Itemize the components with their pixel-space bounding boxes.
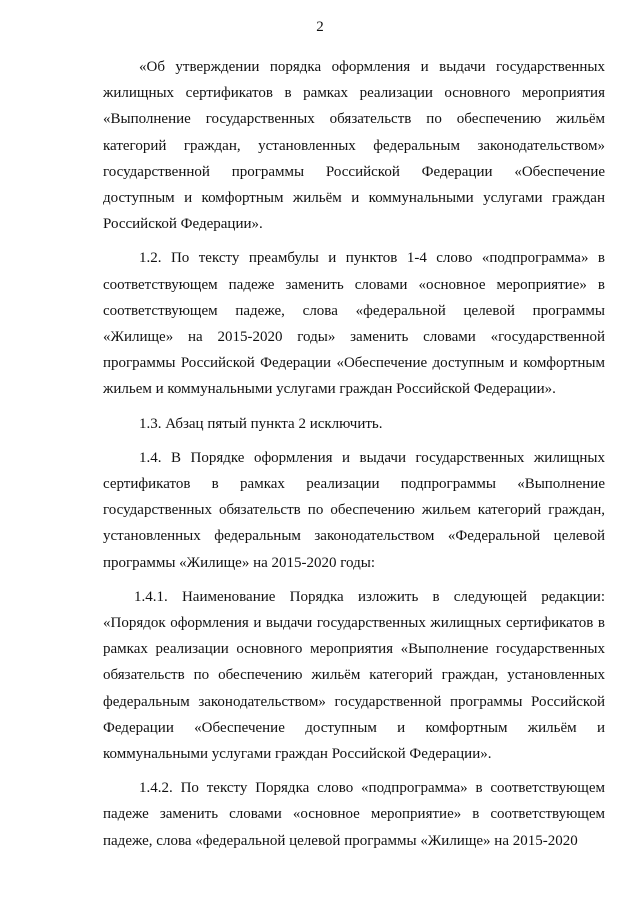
paragraph-order-title: «Об утверждении порядка оформления и выдачи государственных жилищных сертификатов в рамках реализации основного мероприятия «Выполнение государственных обязательств по обеспечению жильём категорий граждан, установленных федеральным законодательством» государственной программы Российской Федерации «Обеспечение доступным и комфортным жильём и коммунальными услугами граждан Российской Федерации».	[103, 59, 605, 233]
document-body	[103, 54, 605, 854]
paragraph-1-2: 1.2. По тексту преамбулы и пунктов 1-4 слово «подпрограмма» в соответствующем падеже заменить словами «основное мероприятие» в соответствующем падеже, слова «федеральной целевой программы «Жилище» на 2015-2020 годы» заменить словами «государственной программы Российской Федерации «Обеспечение доступным и комфортным жильем и коммунальными услугами граждан Российской Федерации».	[103, 250, 605, 398]
paragraph-1-3: 1.3. Абзац пятый пункта 2 исключить.	[139, 415, 383, 432]
paragraph-1-4-1: 1.4.1. Наименование Порядка изложить в следующей редакции: «Порядок оформления и выдачи государственных жилищных сертификатов в рамках реализации основного мероприятия «Выполнение государственных обязательств по обеспечению жильём категорий граждан, установленных федеральным законодательством» государственной программы Российской Федерации «Обеспечение доступным и комфортным жильём и коммунальными услугами граждан Российской Федерации».	[103, 588, 605, 763]
paragraph-1-4: 1.4. В Порядке оформления и выдачи государственных жилищных сертификатов в рамках реализации подпрограммы «Выполнение государственных обязательств по обеспечению жильем категорий граждан, установленных федеральным законодательством «Федеральной целевой программы «Жилище» на 2015-2020 годы:	[103, 449, 605, 571]
page-number: 2	[316, 19, 324, 35]
paragraph-1-4-2: 1.4.2. По тексту Порядка слово «подпрограмма» в соответствующем падеже заменить словами «основное мероприятие» в соответствующем падеже, слова «федеральной целевой программы «Жилище» на 2015-2020	[103, 780, 605, 849]
